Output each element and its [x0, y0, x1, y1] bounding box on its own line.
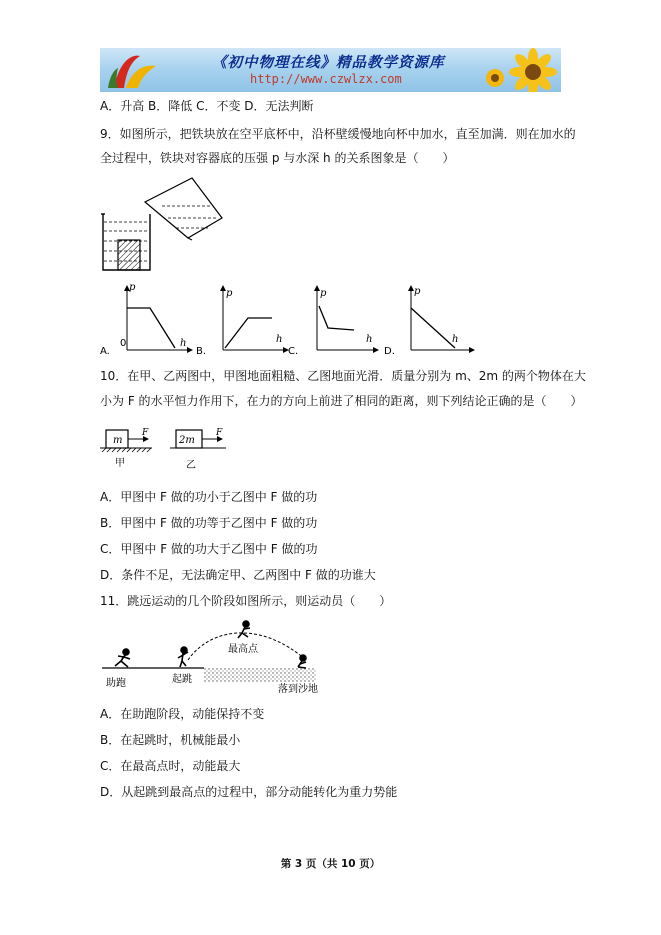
- q10-stem-line1: 10．在甲、乙两图中，甲图地面粗糙、乙图地面光滑．质量分别为 m、2m 的两个物体在大: [100, 369, 586, 383]
- q10-option-d: D．条件不足，无法确定甲、乙两图中 F 做的功谁大: [100, 568, 376, 582]
- label-jia: 甲: [115, 458, 125, 469]
- graph-a-p: p: [129, 282, 136, 293]
- graph-d-p: p: [414, 286, 421, 297]
- graph-b-label: B.: [196, 346, 207, 357]
- q10-option-a: A．甲图中 F 做的功小于乙图中 F 做的功: [100, 490, 318, 504]
- q11-option-c: C．在最高点时，动能最大: [100, 759, 241, 773]
- mass-m: m: [113, 435, 123, 446]
- graph-a: [100, 282, 192, 357]
- q9-graph-options: [100, 280, 520, 362]
- header-banner: [100, 48, 561, 92]
- q10-stem-line2: 小为 F 的水平恒力作用下，在力的方向上前进了相同的距离，则下列结论正确的是（ ）: [100, 394, 583, 408]
- graph-d-h: h: [452, 334, 459, 345]
- graph-a-label: A.: [100, 346, 110, 357]
- q10-force-figure: [100, 424, 240, 480]
- graph-b-p: p: [226, 288, 233, 299]
- q8-options: A．升高 B．降低 C．不变 D．无法判断: [100, 99, 314, 113]
- q11-stem: 11．跳远运动的几个阶段如图所示，则运动员（ ）: [100, 594, 392, 608]
- graph-b: [196, 286, 288, 357]
- label-land: 落到沙地: [278, 684, 318, 695]
- force-f-2: F: [216, 428, 223, 438]
- graph-d: [384, 286, 474, 357]
- q11-option-a: A．在助跑阶段，动能保持不变: [100, 707, 265, 721]
- banner-title: 《初中物理在线》精品教学资源库: [212, 54, 445, 71]
- q9-beaker-figure: [100, 176, 270, 276]
- label-run: 助跑: [106, 678, 126, 689]
- q10-option-c: C．甲图中 F 做的功大于乙图中 F 做的功: [100, 542, 318, 556]
- label-yi: 乙: [186, 460, 196, 471]
- banner-url: http://www.czwlzx.com: [250, 72, 402, 86]
- q10-option-b: B．甲图中 F 做的功等于乙图中 F 做的功: [100, 516, 318, 530]
- q11-option-b: B．在起跳时，机械能最小: [100, 733, 241, 747]
- graph-a-h: h: [180, 338, 187, 349]
- graph-c: [288, 286, 378, 357]
- graph-c-p: p: [320, 288, 327, 299]
- graph-a-origin: 0: [120, 338, 127, 349]
- graph-c-label: C.: [288, 346, 299, 357]
- label-takeoff: 起跳: [172, 674, 192, 685]
- graph-b-h: h: [276, 334, 283, 345]
- q11-option-d: D．从起跳到最高点的过程中，部分动能转化为重力势能: [100, 785, 398, 799]
- sunflower-icon: [481, 48, 561, 92]
- graph-d-label: D.: [384, 346, 395, 357]
- q11-long-jump-figure: [100, 616, 330, 696]
- graph-c-h: h: [366, 334, 373, 345]
- force-f-1: F: [142, 428, 149, 438]
- page-footer: 第 3 页（共 10 页）: [280, 858, 381, 870]
- q9-stem-line2: 全过程中，铁块对容器底的压强 p 与水深 h 的关系图象是（ ）: [100, 151, 455, 165]
- q9-stem-line1: 9．如图所示，把铁块放在空平底杯中，沿杯壁缓慢地向杯中加水，直至加满．则在加水的: [100, 127, 576, 141]
- mass-2m: 2m: [179, 435, 195, 446]
- logo-icon: [100, 48, 170, 92]
- label-peak: 最高点: [228, 644, 258, 655]
